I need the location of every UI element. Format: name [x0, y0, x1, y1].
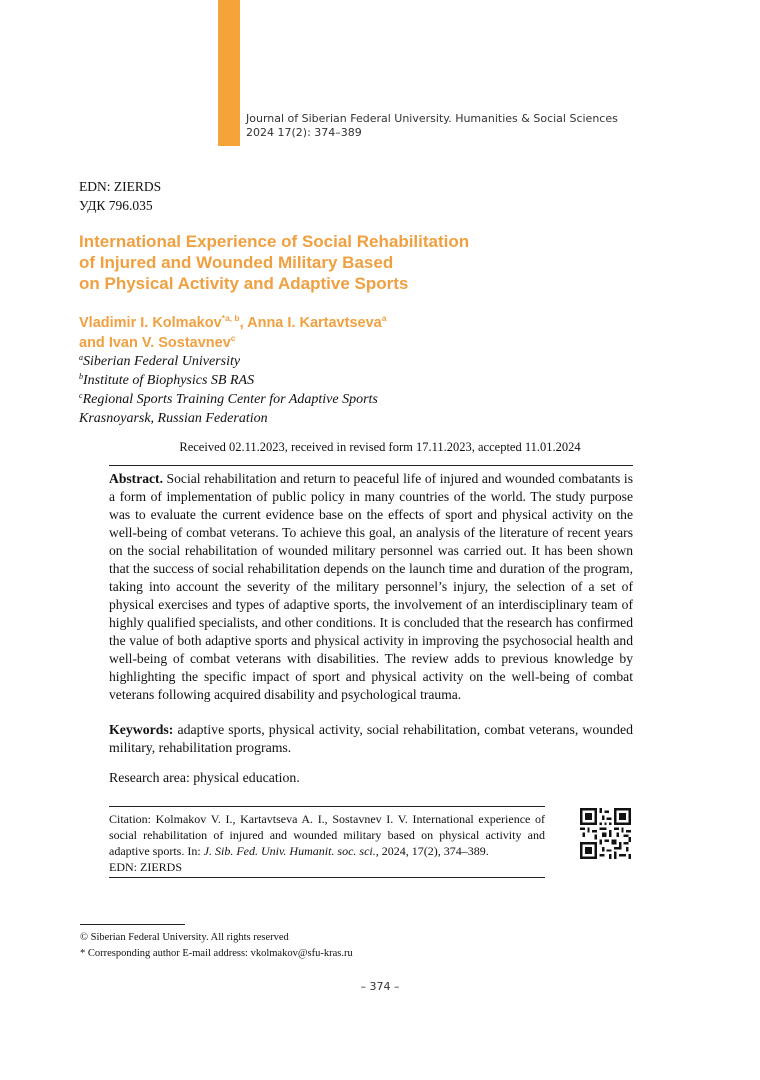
- footnotes: [80, 930, 353, 962]
- copyright-note: © Siberian Federal University. All rights reserved: [80, 932, 289, 943]
- author-name: Vladimir I. Kolmakov: [79, 315, 222, 331]
- author-affiliation-mark: c: [230, 333, 236, 343]
- author-name: Ivan V. Sostavnev: [108, 335, 231, 351]
- footnote-rule: [80, 924, 185, 925]
- received-dates: Received 02.11.2023, received in revised form 17.11.2023, accepted 11.01.2024: [179, 440, 581, 454]
- citation-text: Citation: Kolmakov V. I., Kartavtseva A. I., Sostavnev I. V. International experience of social rehabilitation of injured and wounded military based on physical activity and adaptive sports. In:: [109, 812, 545, 858]
- author-affiliation-mark: a: [381, 313, 387, 323]
- title-line: on Physical Activity and Adaptive Sports: [79, 274, 409, 293]
- author-affiliation-mark: *a, b: [221, 313, 240, 323]
- abstract-text: Social rehabilitation and return to peaceful life of injured and wounded combatants is a form of implementation of public policy in many countries of the world. The study purpose was to evaluate the current evidence base on the effects of sport and physical activity on the well-being of combat veterans. To achieve this goal, an analysis of the literature of recent years on the social rehabilitation of wounded military personnel was carried out. It has been shown that the success of social rehabilitation depends on the launch time and duration of the program, taking into account the severity of the military personnel’s injury, the selection of a set of physical exercises and types of adaptive sports, the involvement of an interdisciplinary team of highly qualified specialists, and other conditions. It is concluded that the research has confirmed the value of both adaptive sports and physical activity in improving the psychosocial health and well-being of combat veterans with disabilities. The review adds to previous knowledge by highlighting the specific impact of sport and physical activity on the well-being of combat veterans following acquired disability and psychological trauma.: [109, 471, 633, 702]
- edn-id: EDN: ZIERDS: [79, 179, 162, 194]
- affiliations: [79, 352, 378, 428]
- page-number: – 374 –: [360, 980, 400, 993]
- research-area: Research area: physical education.: [109, 770, 300, 785]
- article-title: [79, 231, 599, 294]
- keywords-label: Keywords:: [109, 722, 174, 737]
- journal-issue: 2024 17(2): 374–389: [246, 126, 362, 139]
- citation-bottom-rule: [109, 877, 545, 878]
- affiliation-item: $^c$Regional Sports Training Center for Adaptive Sports: [79, 391, 378, 407]
- article-identifiers: [79, 177, 161, 215]
- author-separator: ,: [239, 315, 248, 331]
- author-conjunction: and: [79, 335, 109, 351]
- citation-block: [109, 811, 545, 875]
- citation-top-rule: [109, 806, 545, 807]
- citation-edn: EDN: ZIERDS: [109, 860, 182, 874]
- citation-pages: , 2024, 17(2), 374–389.: [375, 844, 489, 858]
- affiliation-item: $^a$Siberian Federal University: [79, 353, 241, 369]
- author-name: Anna I. Kartavtseva: [247, 315, 382, 331]
- keywords: [109, 721, 633, 757]
- keywords-text: adaptive sports, physical activity, social rehabilitation, combat veterans, wounded military, rehabilitation programs.: [109, 722, 633, 755]
- abstract-label: Abstract.: [109, 471, 163, 486]
- citation-journal: J. Sib. Fed. Univ. Humanit. soc. sci.: [203, 844, 376, 858]
- corresponding-author-note: * Corresponding author E-mail address: vkolmakov@sfu-kras.ru: [80, 948, 353, 959]
- title-line: International Experience of Social Rehabilitation: [79, 232, 470, 251]
- affiliation-item: $^b$Institute of Biophysics SB RAS: [79, 372, 255, 388]
- qr-code-icon: [580, 808, 631, 859]
- journal-name: Journal of Siberian Federal University. Humanities & Social Sciences: [246, 112, 618, 125]
- udk-id: УДК 796.035: [79, 198, 153, 213]
- header-accent-bar: [218, 0, 240, 146]
- author-list: [79, 313, 386, 353]
- abstract-top-rule: [109, 465, 633, 466]
- journal-header: [246, 112, 618, 140]
- abstract: [109, 470, 633, 704]
- affiliation-location: Krasnoyarsk, Russian Federation: [79, 411, 268, 426]
- title-line: of Injured and Wounded Military Based: [79, 253, 394, 272]
